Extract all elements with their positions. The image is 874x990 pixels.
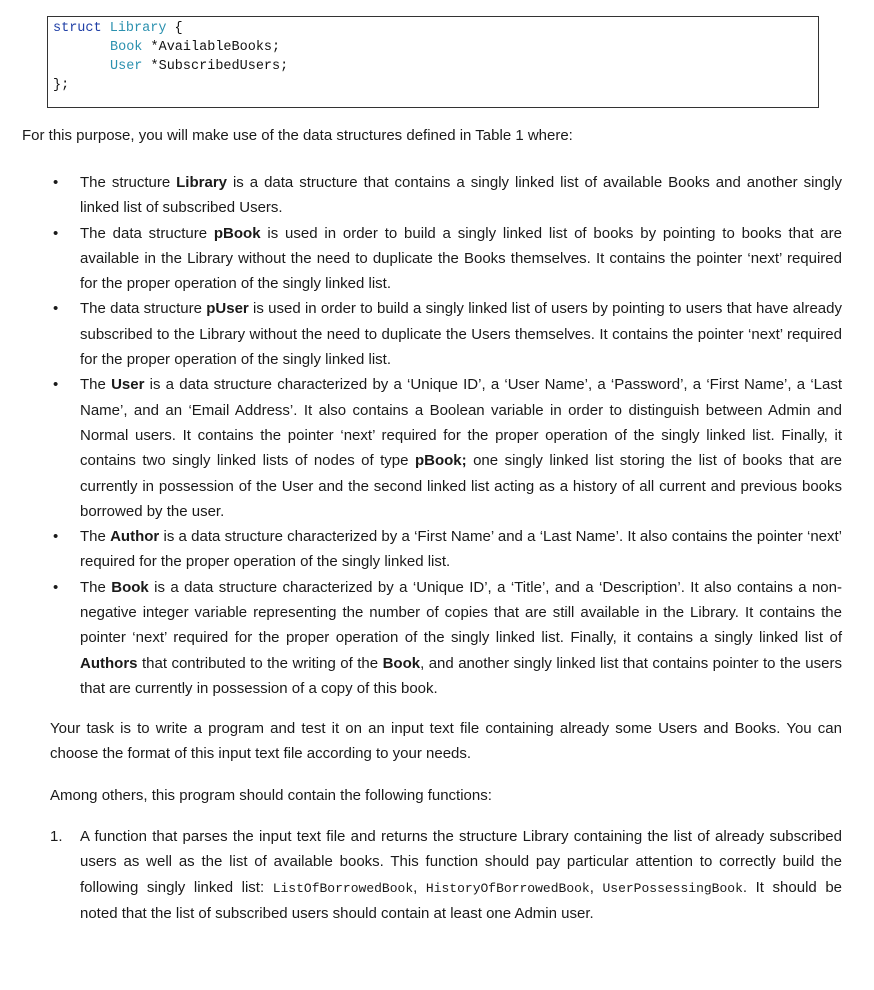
bullet-user bbox=[50, 372, 842, 524]
list-number: 1. bbox=[50, 828, 63, 845]
code-identifier: UserPossessingBook bbox=[602, 880, 743, 896]
bullet-puser bbox=[50, 296, 842, 372]
code-line-struct bbox=[53, 19, 183, 38]
bold-term: Author bbox=[110, 528, 160, 546]
text: is used in order to build a singly linked list of books by pointing to books that are available in the Library without the need to duplicate the Books themselves. It contains the pointer ‘next’ required for the proper operation of the singly linked list. bbox=[80, 224, 842, 293]
code-type: Book bbox=[110, 40, 143, 55]
text: is a data structure that contains a singly linked list of available Books and another singly linked list of subscribed Users. bbox=[80, 174, 842, 217]
text: The data structure bbox=[80, 224, 214, 242]
bullet-library bbox=[50, 170, 842, 221]
bullet-dot-icon: • bbox=[53, 528, 59, 546]
text: The bbox=[80, 376, 112, 394]
code-open-brace: { bbox=[166, 21, 183, 36]
text: The structure bbox=[80, 174, 177, 191]
text: The bbox=[80, 528, 111, 546]
bullet-author bbox=[50, 524, 842, 575]
bullet-book bbox=[50, 575, 842, 701]
bullet-dot-icon: • bbox=[53, 224, 59, 242]
bold-term: Book bbox=[111, 578, 149, 596]
text: A function that parses the input text file and returns the structure Library containing the list of already subscribed users as well as the list of available books. This function should pay particular attention to correctly build the following singly linked list: bbox=[80, 828, 842, 896]
text: is used in order to build a singly linked list of users by pointing to users that have already subscribed to the Library without the need to duplicate the Users themselves. It contains the pointer ‘next’ required for the proper operation of the singly linked list. bbox=[80, 300, 842, 369]
code-member: *SubscribedUsers; bbox=[142, 59, 289, 74]
code-struct-name: Library bbox=[109, 21, 167, 36]
text: is a data structure characterized by a ‘First Name’ and a ‘Last Name’. It also contains the pointer ‘next’ required for the proper operation of the singly linked list. bbox=[80, 528, 843, 571]
text: . It should be noted that the list of subscribed users should contain at least one Admin user. bbox=[80, 878, 843, 922]
text: The data structure bbox=[80, 300, 207, 318]
text: , bbox=[589, 878, 603, 896]
text: is a data structure characterized by a ‘Unique ID’, a ‘User Name’, a ‘Password’, a ‘First Name’, a ‘Last Name’, and an ‘Email Address’. It also contains a Boolean variable in order to distinguish between Admin and Normal users. It contains the pointer ‘next’ required for the proper operation of the singly linked list. Finally, it contains two singly linked lists of nodes of type bbox=[80, 376, 842, 470]
bold-term: pUser bbox=[206, 300, 249, 318]
text: is a data structure characterized by a ‘Unique ID’, a ‘Title’, and a ‘Description’. It also contains a non-negative integer variable representing the number of copies that are still available in the Library. It contains the pointer ‘next’ required for the proper operation of the singly linked list. Finally, it contains a singly linked list of bbox=[80, 578, 842, 647]
bullet-dot-icon: • bbox=[53, 376, 59, 394]
intro-paragraph: For this purpose, you will make use of the data structures defined in Table 1 where: bbox=[22, 127, 573, 144]
bold-term: pBook bbox=[213, 224, 261, 242]
text: The bbox=[80, 578, 112, 596]
bullet-dot-icon: • bbox=[53, 174, 59, 191]
code-line-close: }; bbox=[53, 78, 70, 93]
bold-term: Book bbox=[382, 654, 421, 672]
code-line-subscribed-users bbox=[110, 57, 288, 76]
code-snippet-box bbox=[47, 16, 819, 108]
bullet-pbook bbox=[50, 221, 842, 297]
function-list bbox=[50, 824, 842, 926]
bold-term: Authors bbox=[80, 654, 138, 672]
functions-intro-paragraph: Among others, this program should contain the following functions: bbox=[50, 787, 492, 804]
bullet-dot-icon: • bbox=[53, 578, 59, 596]
text: that contributed to the writing of the bbox=[137, 654, 383, 672]
function-item-1 bbox=[50, 824, 842, 926]
bold-term: pBook; bbox=[414, 452, 467, 470]
bold-term: Library bbox=[176, 174, 227, 191]
code-keyword: struct bbox=[53, 21, 102, 36]
code-type: User bbox=[110, 59, 143, 74]
structure-bullet-list bbox=[50, 170, 842, 701]
text: one singly linked list storing the list of books that are currently in possession of the User and the second linked list acting as a history of all current and previous books borrowed by the user. bbox=[80, 452, 842, 520]
text: , and another singly linked list that contains pointer to the users that are currently in possession of a copy of this book. bbox=[80, 654, 842, 697]
code-member: *AvailableBooks; bbox=[142, 40, 281, 55]
text: , bbox=[413, 878, 426, 896]
task-paragraph: Your task is to write a program and test it on an input text file containing already some Users and Books. You can choose the format of this input text file according to your needs. bbox=[50, 720, 842, 763]
code-identifier: HistoryOfBorrowedBook bbox=[425, 880, 590, 896]
bullet-dot-icon: • bbox=[53, 300, 59, 318]
code-identifier: ListOfBorrowedBook bbox=[272, 880, 414, 896]
bold-term: User bbox=[111, 376, 145, 394]
code-line-available-books bbox=[110, 38, 280, 57]
